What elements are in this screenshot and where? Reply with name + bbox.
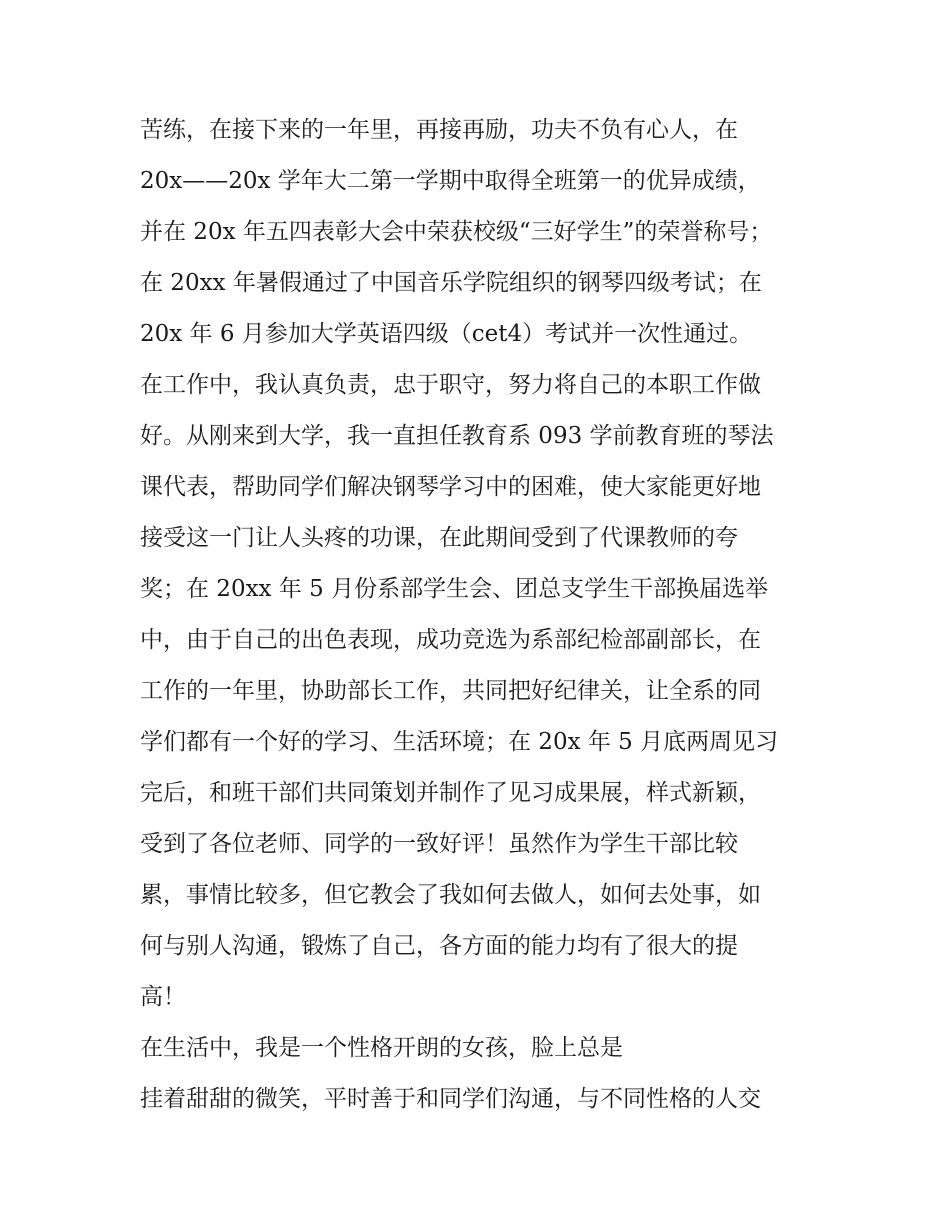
text-line: 受到了各位老师、同学的一致好评！虽然作为学生干部比较 — [140, 831, 738, 857]
text-line: 何与别人沟通，锻炼了自己，各方面的能力均有了很大的提 — [140, 933, 738, 959]
text-line: 20x 年 6 月参加大学英语四级（cet4）考试并一次性通过。 — [140, 321, 753, 347]
text-line: 完后，和班干部们共同策划并制作了见习成果展，样式新颖， — [140, 780, 761, 806]
text-line: 在工作中，我认真负责，忠于职守，努力将自己的本职工作做 — [140, 372, 761, 398]
text-line: 好。从刚来到大学，我一直担任教育系 093 学前教育班的琴法 — [140, 423, 774, 449]
document-body — [140, 105, 820, 1125]
text-line: 在生活中，我是一个性格开朗的女孩，脸上总是 — [140, 1035, 623, 1061]
text-line: 20x——20x 学年大二第一学期中取得全班第一的优异成绩， — [140, 168, 761, 194]
text-line: 课代表，帮助同学们解决钢琴学习中的困难，使大家能更好地 — [140, 474, 761, 500]
text-line: 累，事情比较多，但它教会了我如何去做人，如何去处事，如 — [140, 882, 761, 908]
text-line: 接受这一门让人头疼的功课，在此期间受到了代课教师的夸 — [140, 525, 738, 551]
text-line: 苦练，在接下来的一年里，再接再励，功夫不负有心人，在 — [140, 117, 738, 143]
text-line: 中，由于自己的出色表现，成功竞选为系部纪检部副部长，在 — [140, 627, 761, 653]
text-line: 工作的一年里，协助部长工作，共同把好纪律关，让全系的同 — [140, 678, 761, 704]
text-line: 在 20xx 年暑假通过了中国音乐学院组织的钢琴四级考试；在 — [140, 270, 762, 296]
text-line: 挂着甜甜的微笑，平时善于和同学们沟通，与不同性格的人交 — [140, 1086, 761, 1112]
text-line: 学们都有一个好的学习、生活环境；在 20x 年 5 月底两周见习 — [140, 729, 779, 755]
text-line: 奖；在 20xx 年 5 月份系部学生会、团总支学生干部换届选举 — [140, 576, 769, 602]
text-line: 高！ — [140, 984, 186, 1010]
text-line: 并在 20x 年五四表彰大会中荣获校级“三好学生”的荣誉称号； — [140, 219, 773, 245]
